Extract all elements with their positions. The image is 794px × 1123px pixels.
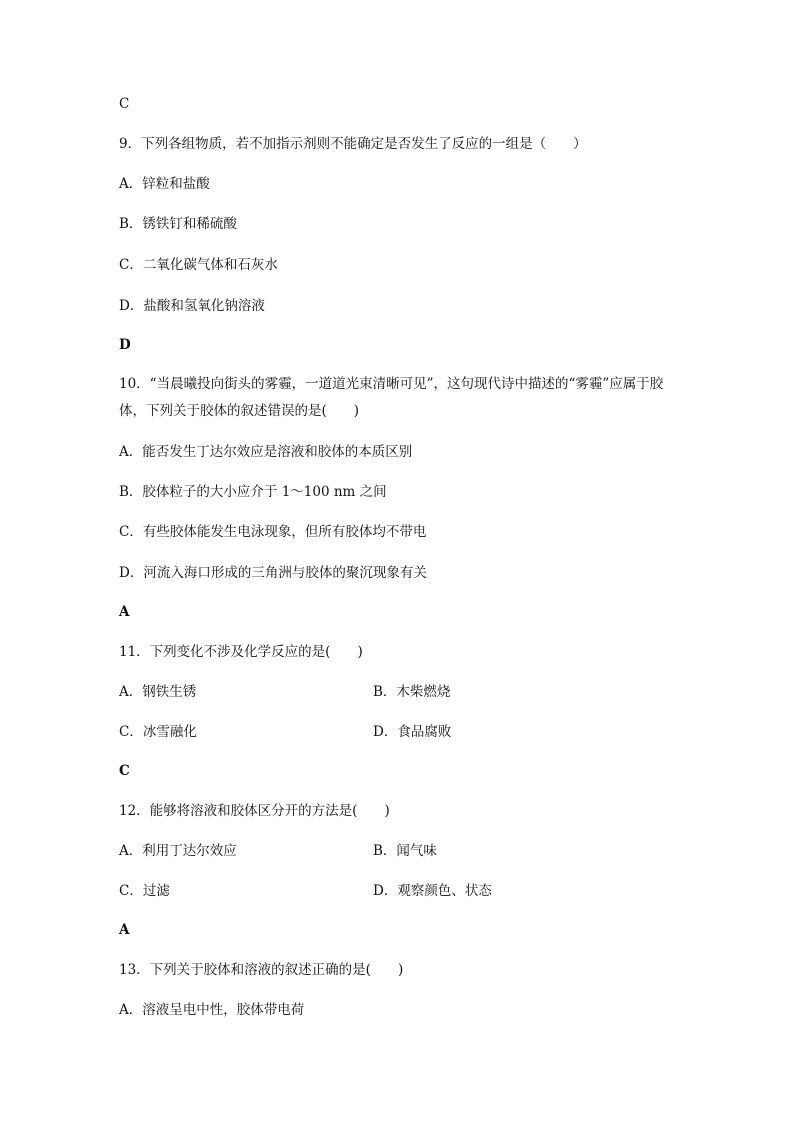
question-12-option-a: A．利用丁达尔效应: [119, 843, 237, 859]
question-13-option-a: A．溶液呈电中性，胶体带电荷: [119, 1002, 305, 1018]
question-10-option-a: A．能否发生丁达尔效应是溶液和胶体的本质区别: [119, 444, 413, 460]
question-12-stem: 12．能够将溶液和胶体区分开的方法是( ): [119, 803, 390, 819]
question-9-option-c: C．二氧化碳气体和石灰水: [119, 257, 278, 273]
question-10-stem-line1: 10．“当晨曦投向街头的雾霾，一道道光束清晰可见”，这句现代诗中描述的“雾霾”应属于胶: [119, 376, 664, 392]
question-10-option-b: B．胶体粒子的大小应介于 1～100 nm 之间: [119, 484, 387, 500]
question-11-stem: 11．下列变化不涉及化学反应的是( ): [119, 644, 363, 660]
question-9-option-b: B．锈铁钉和稀硫酸: [119, 216, 237, 232]
answer-q10: A: [119, 604, 130, 620]
question-11-option-d: D．食品腐败: [373, 724, 452, 740]
answer-q8: C: [119, 96, 130, 112]
question-9-option-d: D．盐酸和氢氧化钠溶液: [119, 298, 265, 314]
question-11-option-a: A．钢铁生锈: [119, 684, 197, 700]
answer-q11: C: [119, 763, 130, 779]
question-13-stem: 13．下列关于胶体和溶液的叙述正确的是( ): [119, 962, 404, 978]
question-12-option-d: D．观察颜色、状态: [373, 883, 492, 899]
question-9-option-a: A．锌粒和盐酸: [119, 176, 210, 192]
question-12-option-b: B．闻气味: [373, 843, 437, 859]
answer-q12: A: [119, 922, 130, 938]
question-9-stem: 9．下列各组物质，若不加指示剂则不能确定是否发生了反应的一组是（ ）: [119, 136, 587, 152]
question-10-option-c: C．有些胶体能发生电泳现象，但所有胶体均不带电: [119, 524, 427, 540]
question-10-option-d: D．河流入海口形成的三角洲与胶体的聚沉现象有关: [119, 565, 427, 581]
question-12-option-c: C．过滤: [119, 883, 170, 899]
question-11-option-c: C．冰雪融化: [119, 724, 197, 740]
answer-q9: D: [119, 337, 131, 353]
question-11-option-b: B．木柴燃烧: [373, 684, 451, 700]
question-10-stem-line2: 体，下列关于胶体的叙述错误的是( ): [119, 403, 360, 419]
